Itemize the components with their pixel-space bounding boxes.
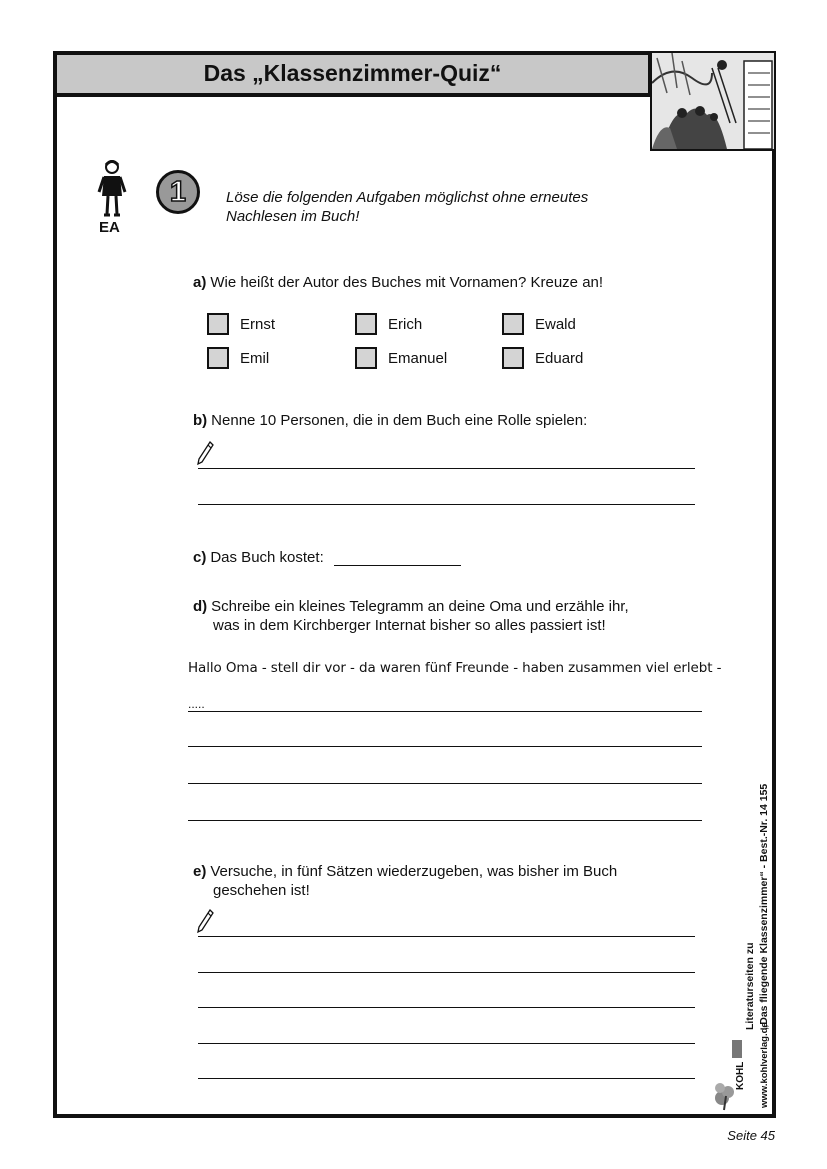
price-answer-line[interactable]: [334, 565, 461, 566]
question-a: a) Wie heißt der Autor des Buches mit Vornamen? Kreuze an!: [193, 274, 604, 291]
option-label: Emanuel: [388, 350, 448, 367]
answer-line[interactable]: [188, 820, 702, 821]
answer-line[interactable]: [198, 1043, 695, 1044]
answer-line[interactable]: [198, 936, 695, 937]
title-bar: [53, 51, 650, 97]
answer-line[interactable]: [198, 972, 695, 973]
option-label: Eduard: [535, 350, 584, 367]
answer-line[interactable]: [198, 468, 695, 469]
page-title: Das „Klassenzimmer-Quiz“: [203, 60, 502, 86]
telegram-dots: .....: [188, 697, 205, 711]
checkbox-erich[interactable]: [355, 313, 377, 335]
option-label: Emil: [240, 350, 270, 367]
checkbox-eduard[interactable]: [502, 347, 524, 369]
pencil-icon: [196, 908, 214, 934]
task-instruction: Löse die folgenden Aufgaben möglichst ohne erneutes Nachlesen im Buch!: [226, 189, 589, 225]
question-c: c) Das Buch kostet:: [193, 549, 324, 566]
question-b: b) Nenne 10 Personen, die in dem Buch eine Rolle spielen:: [193, 412, 588, 429]
answer-line[interactable]: [188, 783, 702, 784]
question-e: e) Versuche, in fünf Sätzen wiederzugeben, was bisher im Buch geschehen ist!: [193, 863, 618, 899]
checkbox-ewald[interactable]: [502, 313, 524, 335]
answer-line[interactable]: [188, 746, 702, 747]
sidebar-series: Literaturseiten zu: [744, 942, 756, 1030]
answer-line[interactable]: [198, 1078, 695, 1079]
kohl-verlag-logo: [712, 1040, 752, 1112]
answer-line[interactable]: [198, 504, 695, 505]
answer-line[interactable]: [188, 711, 702, 712]
checkbox-ernst[interactable]: [207, 313, 229, 335]
option-label: Ewald: [535, 316, 576, 333]
sidebar-book-title: „Das fliegende Klassenzimmer“ - Best.-Nr. 14 155: [758, 783, 770, 1030]
pencil-icon: [196, 440, 214, 466]
checkbox-emanuel[interactable]: [355, 347, 377, 369]
option-label: Ernst: [240, 316, 276, 333]
question-d: d) Schreibe ein kleines Telegramm an deine Oma und erzähle ihr, was in dem Kirchberger Internat bisher so alles passiert ist!: [193, 598, 629, 634]
telegram-sample-text: Hallo Oma - stell dir vor - da waren fünf Freunde - haben zusammen viel erlebt -: [188, 660, 722, 676]
checkbox-emil[interactable]: [207, 347, 229, 369]
page-number: Seite 45: [727, 1128, 775, 1143]
option-label: Erich: [388, 316, 423, 333]
work-mode-label: EA: [99, 219, 120, 236]
publisher-name: KOHL: [735, 1061, 746, 1090]
answer-line[interactable]: [198, 1007, 695, 1008]
publisher-url: www.kohlverlag.de: [759, 1022, 770, 1108]
book-illustration: [650, 53, 774, 151]
task-number-badge: 1: [156, 170, 200, 214]
student-figure-icon: [96, 158, 128, 220]
